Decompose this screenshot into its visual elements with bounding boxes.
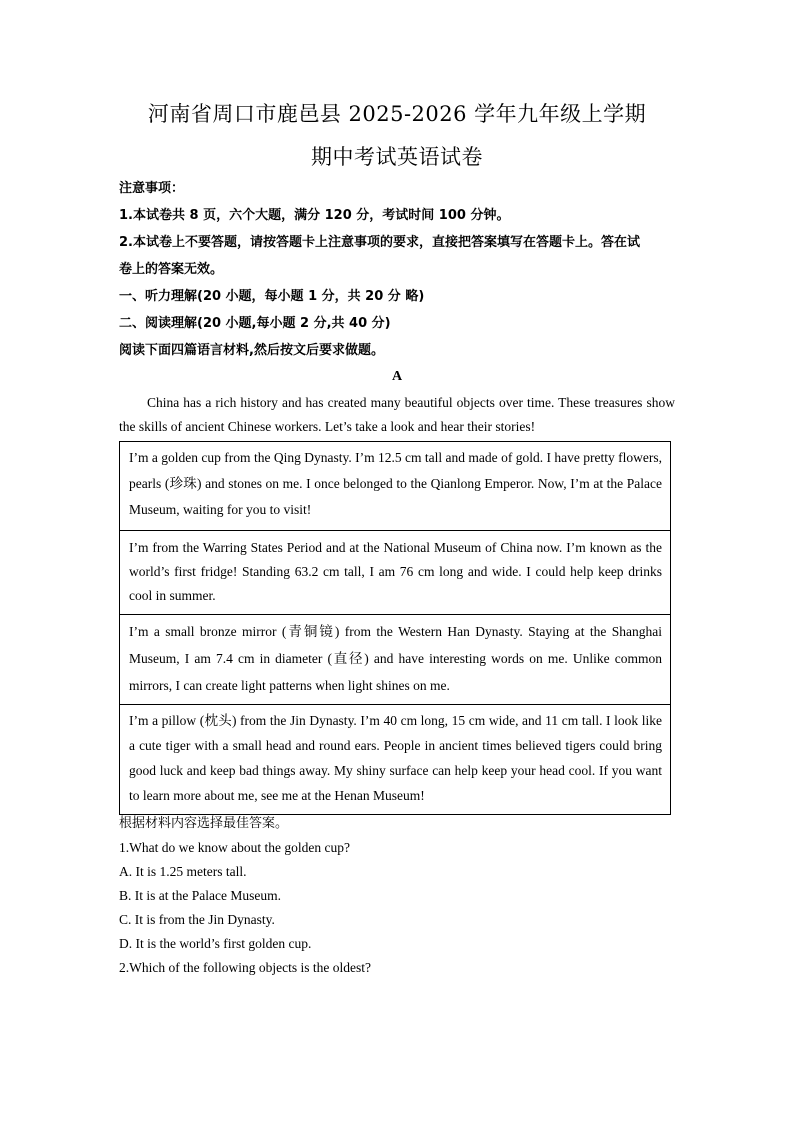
question-2: 2.Which of the following objects is the oldest? [119,960,371,975]
question-instruction: 根据材料内容选择最佳答案。 [119,816,289,831]
passage-intro: China has a rich history and has created many beautiful objects over time. These treasures show the skills of ancient Chinese workers. Let’s take a look and hear their stories! [119,395,675,434]
passage-box-fridge: I’m from the Warring States Period and at the National Museum of China now. I’m known as the world’s first fridge! Standing 63.2 cm tall, I am 76 cm long and wide. I could help keep drinks cool in summer. [120,530,670,614]
question-1-option-d: D. It is the world’s first golden cup. [119,936,312,951]
question-1-option-b: B. It is at the Palace Museum. [119,888,281,903]
part1-heading: 一、听力理解(20 小题，每小题 1 分，共 20 分 略) [119,289,425,304]
part2-heading: 二、阅读理解(20 小题,每小题 2 分,共 40 分) [119,316,391,331]
exam-title-line1: 河南省周口市鹿邑县 2025-2026 学年九年级上学期 [147,102,647,126]
notice-item-2-line2: 卷上的答案无效。 [119,262,224,277]
question-1-option-c: C. It is from the Jin Dynasty. [119,912,275,927]
notice-item-2-line1: 2.本试卷上不要答题，请按答题卡上注意事项的要求，直接把答案填写在答题卡上。答在试 [119,235,640,250]
exam-title-line2: 期中考试英语试卷 [311,145,483,169]
questions-block [119,812,679,980]
section-a-label: A [391,369,403,384]
reading-instruction: 阅读下面四篇语言材料,然后按文后要求做题。 [119,343,384,358]
passage-box-bronze-mirror: I’m a small bronze mirror (青铜镜) from the Western Han Dynasty. Staying at the Shanghai Museum, I am 7.4 cm in diameter (直径) and have interesting words on me. Unlike common mirrors, I can create light patterns when light shines on me. [120,614,670,704]
passage-box-golden-cup: I’m a golden cup from the Qing Dynasty. I’m 12.5 cm tall and made of gold. I have pretty flowers, pearls (珍珠) and stones on me. I once belonged to the Qianlong Emperor. Now, I’m at the Palace Museum, waiting for you to visit! [129,450,662,517]
question-1-option-a: A. It is 1.25 meters tall. [119,864,247,879]
passage-box-pillow: I’m a pillow (枕头) from the Jin Dynasty. I’m 40 cm long, 15 cm wide, and 11 cm tall. I look like a cute tiger with a small head and round ears. People in ancient times believed tigers could bring good luck and keep bad things away. My shiny surface can help keep your head cool. If you want to learn more about me, see me at the Henan Museum! [120,704,670,814]
question-1: 1.What do we know about the golden cup? [119,840,350,855]
notice-heading: 注意事项： [119,181,185,196]
passage-table [119,441,671,815]
notice-block [119,175,679,364]
notice-item-1: 1.本试卷共 8 页，六个大题，满分 120 分，考试时间 100 分钟。 [119,208,510,223]
